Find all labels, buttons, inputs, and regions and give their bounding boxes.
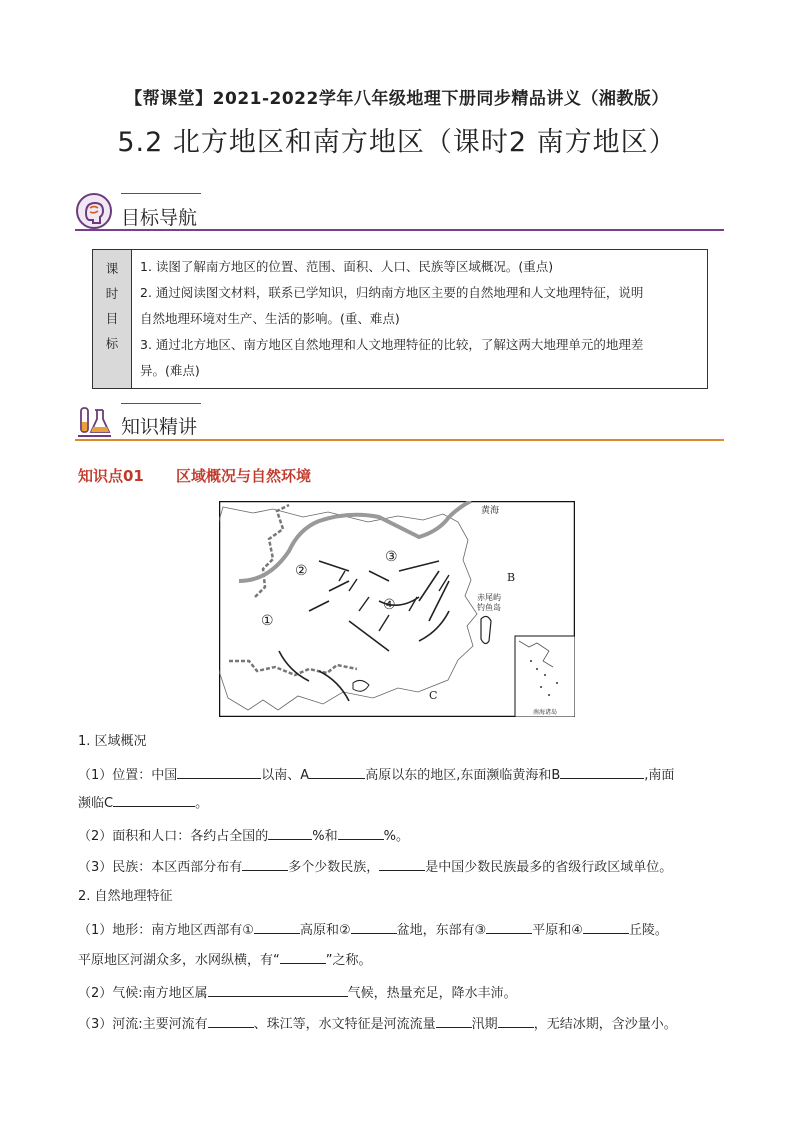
map-label-huanghai: 黄海 — [481, 506, 500, 516]
section-title-knowledge: 知识精讲 — [121, 416, 198, 438]
fill-line-area: （2）面积和人口：各约占全国的 %和 %。 — [78, 826, 409, 846]
map-label-nanhai: 南海诸岛 — [533, 709, 558, 716]
goals-body — [132, 250, 708, 389]
header-series-title: 【帮课堂】2021-2022学年八年级地理下册同步精品讲义（湘教版） — [125, 89, 669, 109]
blank-field[interactable] — [280, 950, 326, 964]
knowledge-point-label: 知识点01 — [78, 467, 144, 485]
fill-line-location: （1）位置：中国 以南、A 高原以东的地区,东面濒临黄海和B ,南面 — [78, 765, 674, 785]
south-china-map — [219, 501, 575, 717]
blank-field[interactable] — [268, 826, 312, 840]
map-label-b: B — [507, 571, 516, 584]
fill-line-ethnic: （3）民族：本区西部分布有 多个少数民族， 是中国少数民族最多的省级行政区域单位。 — [78, 857, 672, 877]
subheading-natural: 2. 自然地理特征 — [78, 889, 173, 904]
blank-field[interactable] — [208, 1014, 254, 1028]
goal-item: 2. 通过阅读图文材料，联系已学知识，归纳南方地区主要的自然地理和人文地理特征，说明 — [140, 285, 644, 300]
section-divider — [75, 229, 724, 231]
goal-item: 异。(难点) — [140, 363, 200, 378]
goals-table — [92, 249, 708, 389]
map-label-c: C — [429, 689, 438, 702]
goal-item: 自然地理环境对生产、生活的影响。(重、难点) — [140, 311, 400, 326]
map-label-diaoyu: 赤尾屿 钓鱼岛 — [477, 593, 501, 612]
brain-icon — [75, 192, 113, 230]
fill-line-climate: （2）气候:南方地区属 气候，热量充足，降水丰沛。 — [78, 983, 517, 1003]
blank-field[interactable] — [113, 793, 195, 807]
section-title-overline — [121, 193, 201, 194]
subheading-overview: 1. 区域概况 — [78, 734, 147, 749]
map-label-1: ① — [261, 613, 274, 629]
blank-field[interactable] — [309, 765, 365, 779]
blank-field[interactable] — [177, 765, 261, 779]
blank-field[interactable] — [486, 920, 532, 934]
blank-field[interactable] — [583, 920, 629, 934]
section-divider — [75, 439, 724, 441]
map-label-3: ③ — [385, 549, 398, 565]
knowledge-point-title: 区域概况与自然环境 — [176, 467, 312, 485]
map-label-2: ② — [295, 563, 308, 579]
lesson-title: 5.2 北方地区和南方地区（课时2 南方地区） — [117, 127, 677, 158]
blank-field[interactable] — [379, 857, 425, 871]
blank-field[interactable] — [498, 1014, 534, 1028]
blank-field[interactable] — [338, 826, 384, 840]
blank-field[interactable] — [208, 983, 348, 997]
fill-line-terrain: （1）地形：南方地区西部有① 高原和② 盆地，东部有③ 平原和④ 丘陵。 — [78, 920, 668, 940]
goal-item: 3. 通过北方地区、南方地区自然地理和人文地理特征的比较，了解这两大地理单元的地理差 — [140, 337, 644, 352]
blank-field[interactable] — [242, 857, 288, 871]
blank-field[interactable] — [351, 920, 397, 934]
fill-line-terrain-cont: 平原地区河湖众多，水网纵横，有“ ”之称。 — [78, 950, 372, 970]
blank-field[interactable] — [254, 920, 300, 934]
flask-icon — [75, 402, 113, 440]
map-label-4: ④ — [383, 597, 396, 613]
blank-field[interactable] — [560, 765, 644, 779]
blank-field[interactable] — [436, 1014, 472, 1028]
section-title-goals: 目标导航 — [121, 207, 198, 229]
goal-item: 1. 读图了解南方地区的位置、范围、面积、人口、民族等区域概况。(重点) — [140, 259, 554, 274]
fill-line-location-cont: 濒临C 。 — [78, 793, 208, 813]
section-title-overline — [121, 403, 201, 404]
goals-side-label: 课 时 目 标 — [93, 250, 132, 389]
fill-line-rivers: （3）河流:主要河流有 、珠江等，水文特征是河流流量 汛期 ，无结冰期，含沙量小。 — [78, 1014, 677, 1034]
